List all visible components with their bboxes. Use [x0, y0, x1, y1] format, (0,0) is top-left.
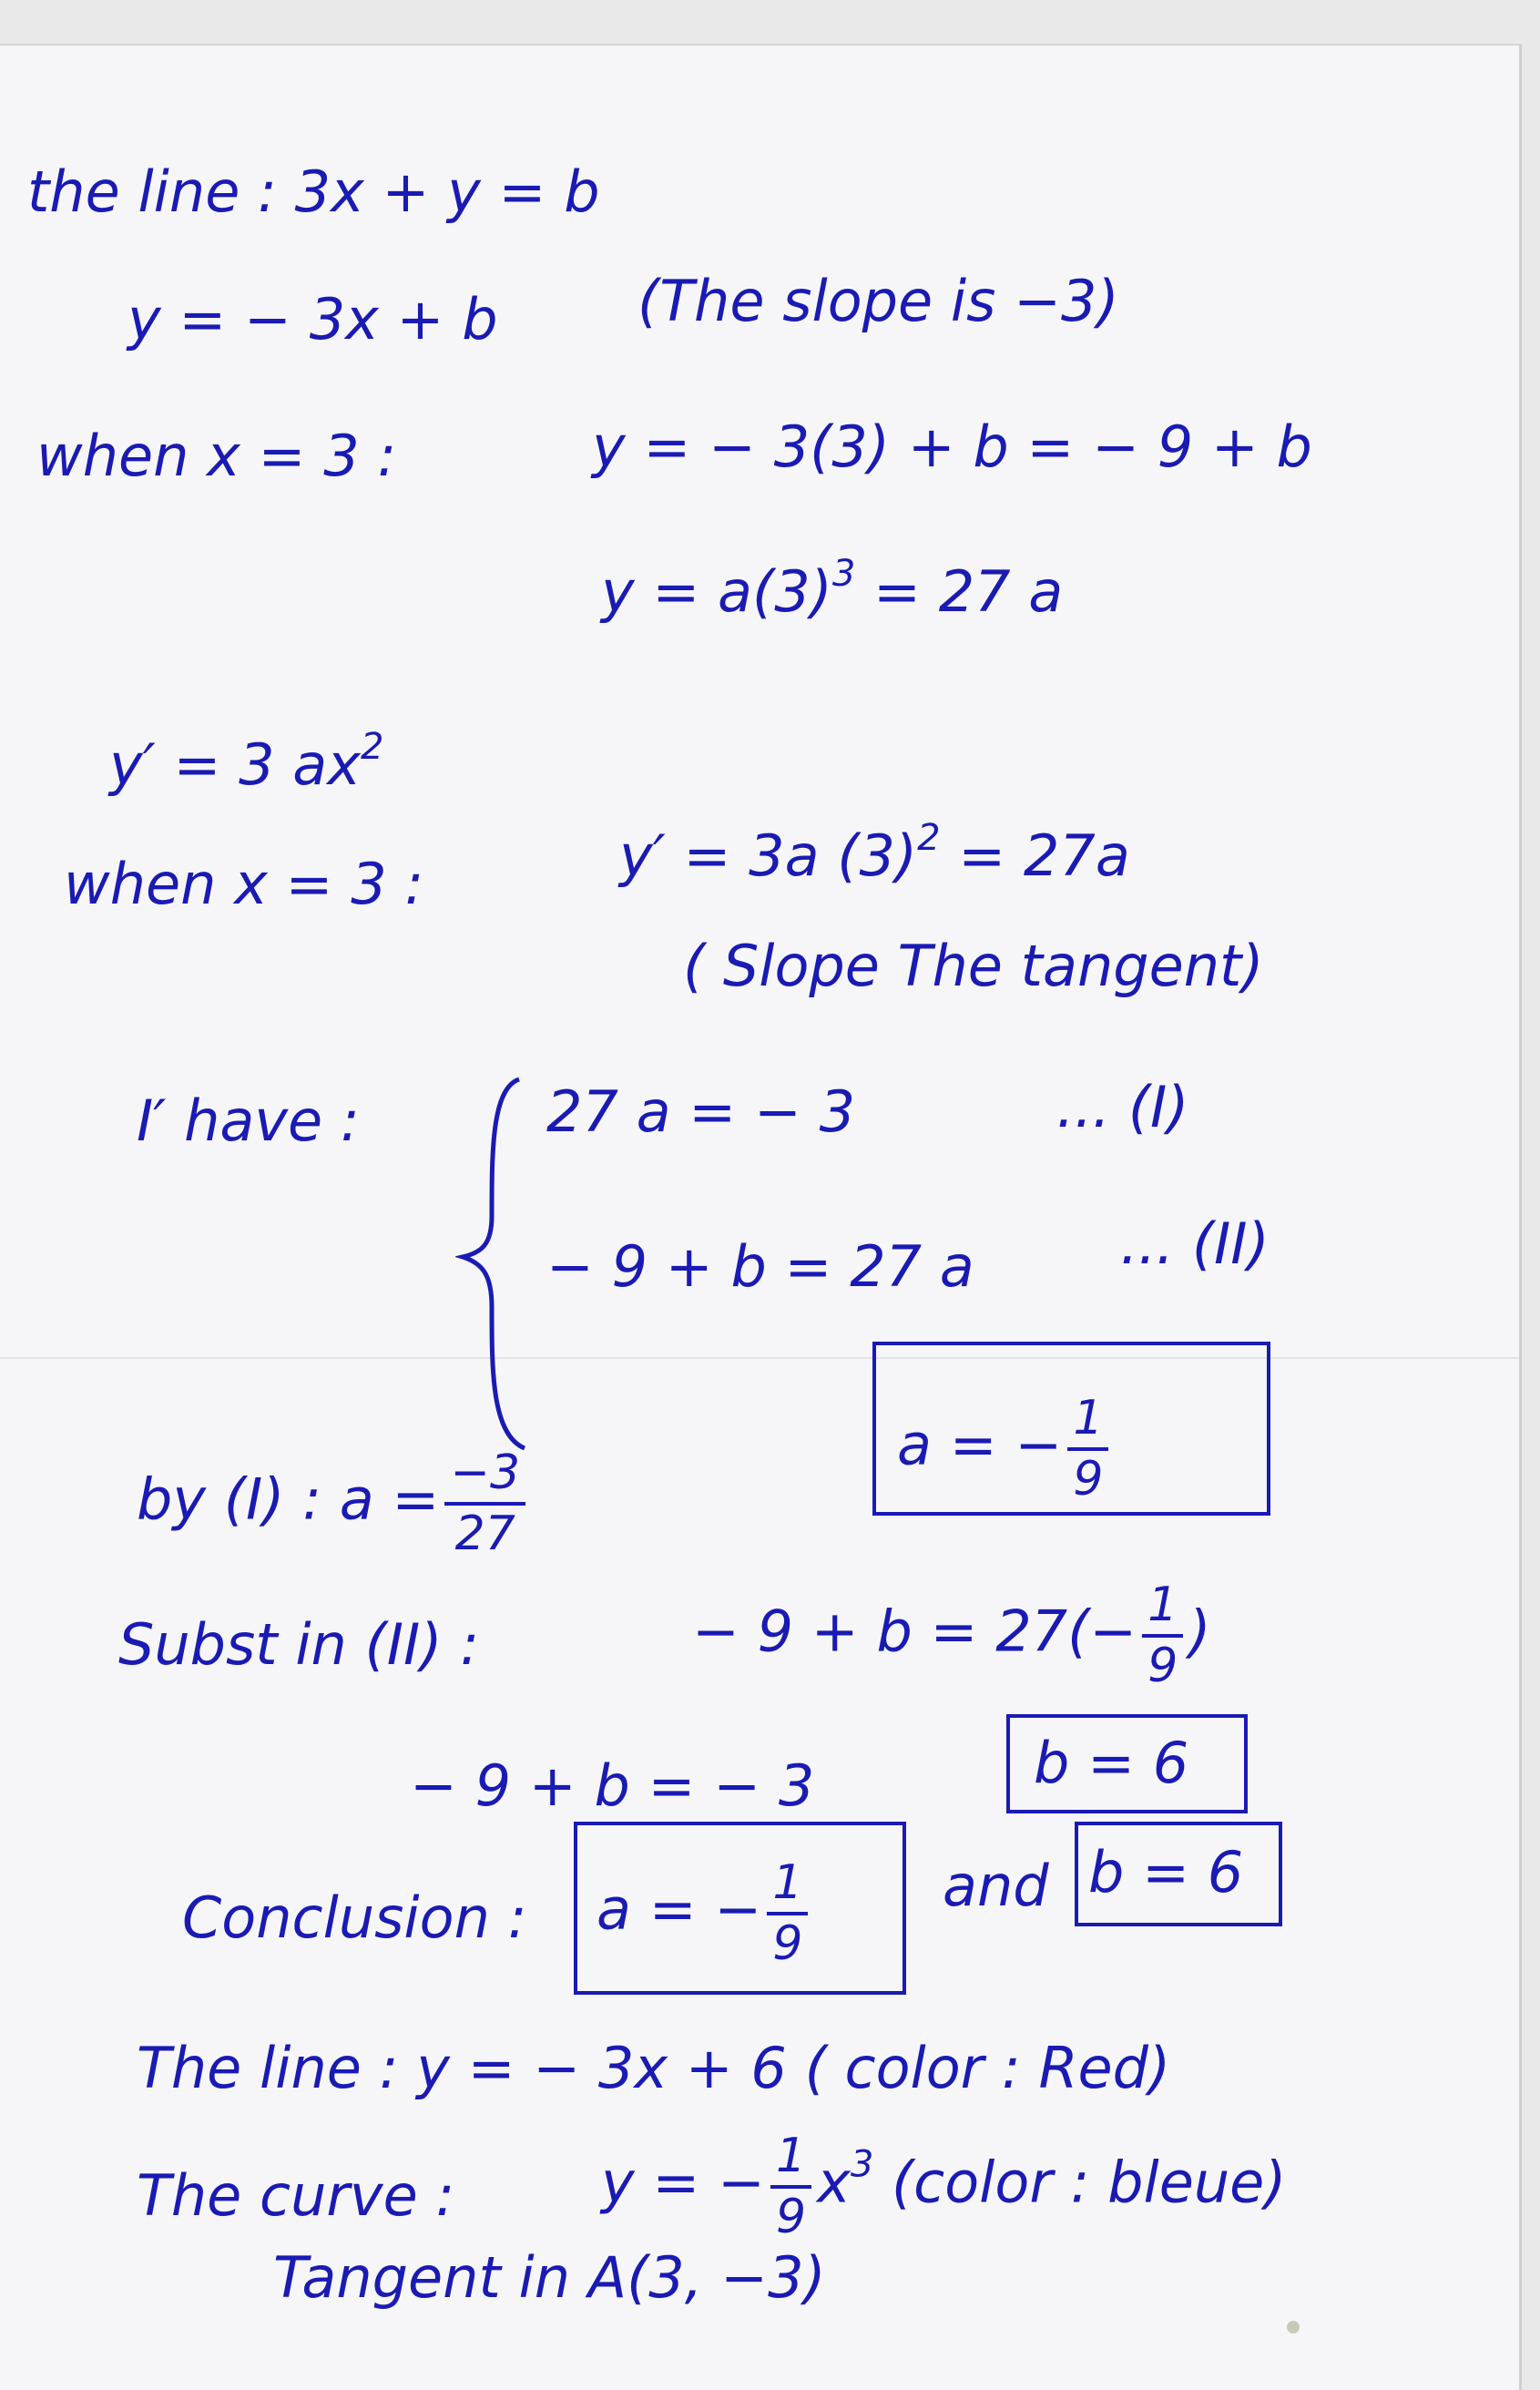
conclusion-a: a = − $\frac{1}{9}$ [597, 1858, 813, 1968]
fraction-minus3-over-27: $\frac{-3}{27}$ [444, 1448, 525, 1558]
equation-two-tag: ... (II) [1120, 1210, 1270, 1277]
conclusion-label: Conclusion : [182, 1884, 527, 1951]
conclusion-b: b = 6 [1088, 1839, 1244, 1905]
substitute-equation: − 9 + b = 27(− $\frac{1}{9}$ ) [692, 1578, 1211, 1693]
fraction-1-over-9-b: $\frac{1}{9}$ [1142, 1580, 1183, 1690]
tangent-slope-note: ( Slope The tangent) [683, 933, 1264, 999]
i-have-label: I′ have : [137, 1088, 360, 1154]
derivative: y′ = 3 $ax^2$ [109, 726, 384, 798]
substitute-label: Subst in (II) : [118, 1611, 480, 1678]
and-label: and [943, 1853, 1049, 1919]
when-x3-label: when x = 3 : [36, 423, 397, 489]
result-b: b = 6 [1034, 1730, 1189, 1796]
line-value-at-3: y = − 3(3) + b = − 9 + b [592, 414, 1312, 480]
equation-one: 27 a = − 3 [546, 1078, 856, 1145]
equation-one-tag: ... (I) [1056, 1074, 1189, 1140]
fraction-1-over-9: $\frac{1}{9}$ [1067, 1394, 1108, 1504]
paper-speck [1287, 2321, 1300, 2334]
final-line-equation: The line : y = − 3x + 6 ( color : Red) [137, 2035, 1171, 2101]
result-a: a = − $\frac{1}{9}$ [897, 1394, 1114, 1504]
tangent-point: Tangent in A(3, −3) [273, 2244, 826, 2311]
line-equation: the line : 3x + y = b [27, 158, 600, 225]
system-brace [455, 1070, 528, 1453]
derivative-at-3: y′ = 3a $(3)^2 = 27a$ [619, 817, 1130, 889]
fraction-1-over-9-c: $\frac{1}{9}$ [767, 1858, 808, 1968]
equation-two: − 9 + b = 27 a [546, 1233, 974, 1300]
solve-a-step: by (I) : a = $\frac{-3}{27}$ [137, 1448, 531, 1558]
curve-label: The curve : [137, 2162, 455, 2229]
final-curve-equation: y = − $\frac{1}{9}$ $x^3$ (color : bleue) [601, 2129, 1287, 2244]
fraction-1-over-9-d: $\frac{1}{9}$ [770, 2131, 811, 2242]
curve-value-at-3: $y = a(3)^3 = 27$ a [601, 553, 1064, 625]
simplified-equation: − 9 + b = − 3 [410, 1752, 815, 1819]
when-x3-label-2: when x = 3 : [64, 851, 424, 917]
slope-note: (The slope is −3) [637, 268, 1119, 334]
paper-fold [0, 1357, 1519, 1359]
line-slope-intercept: y = − 3x + b [127, 286, 498, 352]
